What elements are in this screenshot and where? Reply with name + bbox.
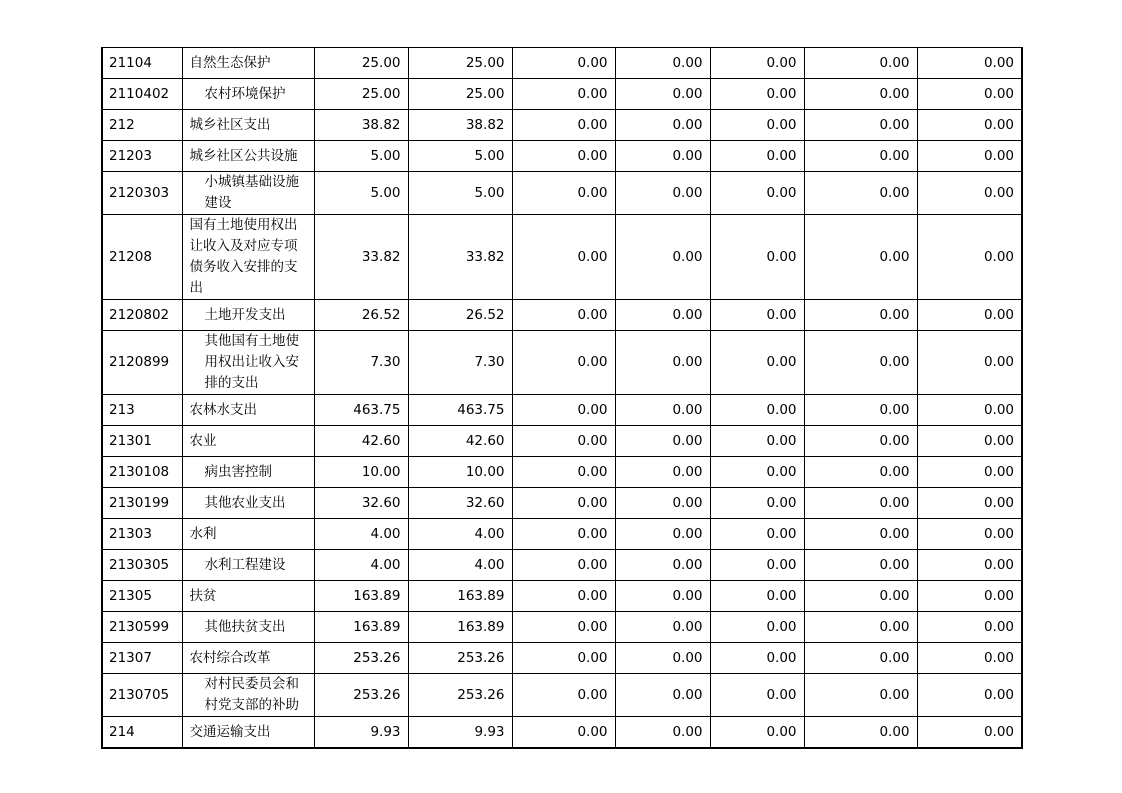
col7-value-cell: 0.00 — [917, 331, 1022, 395]
col3-value-cell: 0.00 — [512, 395, 615, 426]
general-budget-value-cell: 4.00 — [408, 550, 512, 581]
col3-value-cell: 0.00 — [512, 172, 615, 215]
subject-code-cell: 2110402 — [102, 79, 182, 110]
total-value-cell: 38.82 — [314, 110, 408, 141]
general-budget-value-cell: 42.60 — [408, 426, 512, 457]
col3-value-cell: 0.00 — [512, 457, 615, 488]
general-budget-value-cell: 5.00 — [408, 172, 512, 215]
subject-name-cell: 其他农业支出 — [182, 488, 314, 519]
col6-value-cell: 0.00 — [804, 331, 917, 395]
total-value-cell: 463.75 — [314, 395, 408, 426]
col7-value-cell: 0.00 — [917, 300, 1022, 331]
col7-value-cell: 0.00 — [917, 581, 1022, 612]
total-value-cell: 253.26 — [314, 674, 408, 717]
col6-value-cell: 0.00 — [804, 141, 917, 172]
col3-value-cell: 0.00 — [512, 550, 615, 581]
subject-code-cell: 214 — [102, 717, 182, 749]
col6-value-cell: 0.00 — [804, 110, 917, 141]
col5-value-cell: 0.00 — [710, 674, 804, 717]
col7-value-cell: 0.00 — [917, 215, 1022, 300]
table-row — [102, 581, 1022, 612]
col6-value-cell: 0.00 — [804, 426, 917, 457]
table-row — [102, 172, 1022, 215]
subject-code-cell: 212 — [102, 110, 182, 141]
col3-value-cell: 0.00 — [512, 215, 615, 300]
col3-value-cell: 0.00 — [512, 717, 615, 749]
subject-code-cell: 213 — [102, 395, 182, 426]
col6-value-cell: 0.00 — [804, 717, 917, 749]
col6-value-cell: 0.00 — [804, 581, 917, 612]
subject-code-cell: 2120899 — [102, 331, 182, 395]
col4-value-cell: 0.00 — [615, 457, 710, 488]
col3-value-cell: 0.00 — [512, 488, 615, 519]
col7-value-cell: 0.00 — [917, 110, 1022, 141]
general-budget-value-cell: 463.75 — [408, 395, 512, 426]
col5-value-cell: 0.00 — [710, 300, 804, 331]
col7-value-cell: 0.00 — [917, 717, 1022, 749]
col4-value-cell: 0.00 — [615, 215, 710, 300]
general-budget-value-cell: 253.26 — [408, 643, 512, 674]
col4-value-cell: 0.00 — [615, 488, 710, 519]
table-row — [102, 674, 1022, 717]
general-budget-value-cell: 25.00 — [408, 79, 512, 110]
col4-value-cell: 0.00 — [615, 331, 710, 395]
col5-value-cell: 0.00 — [710, 581, 804, 612]
subject-name-cell: 其他扶贫支出 — [182, 612, 314, 643]
col4-value-cell: 0.00 — [615, 110, 710, 141]
col3-value-cell: 0.00 — [512, 674, 615, 717]
col3-value-cell: 0.00 — [512, 612, 615, 643]
col4-value-cell: 0.00 — [615, 141, 710, 172]
total-value-cell: 4.00 — [314, 550, 408, 581]
total-value-cell: 26.52 — [314, 300, 408, 331]
subject-name-cell: 小城镇基础设施建设 — [182, 172, 314, 215]
col4-value-cell: 0.00 — [615, 426, 710, 457]
col4-value-cell: 0.00 — [615, 612, 710, 643]
total-value-cell: 5.00 — [314, 141, 408, 172]
table-row — [102, 643, 1022, 674]
general-budget-value-cell: 9.93 — [408, 717, 512, 749]
total-value-cell: 32.60 — [314, 488, 408, 519]
col6-value-cell: 0.00 — [804, 79, 917, 110]
col6-value-cell: 0.00 — [804, 674, 917, 717]
subject-code-cell: 21208 — [102, 215, 182, 300]
subject-name-cell: 对村民委员会和村党支部的补助 — [182, 674, 314, 717]
col4-value-cell: 0.00 — [615, 48, 710, 79]
col5-value-cell: 0.00 — [710, 612, 804, 643]
col6-value-cell: 0.00 — [804, 457, 917, 488]
general-budget-value-cell: 7.30 — [408, 331, 512, 395]
general-budget-value-cell: 10.00 — [408, 457, 512, 488]
subject-name-cell: 国有土地使用权出让收入及对应专项债务收入安排的支出 — [182, 215, 314, 300]
col5-value-cell: 0.00 — [710, 48, 804, 79]
col4-value-cell: 0.00 — [615, 550, 710, 581]
total-value-cell: 5.00 — [314, 172, 408, 215]
col7-value-cell: 0.00 — [917, 550, 1022, 581]
col5-value-cell: 0.00 — [710, 519, 804, 550]
total-value-cell: 4.00 — [314, 519, 408, 550]
col6-value-cell: 0.00 — [804, 172, 917, 215]
col5-value-cell: 0.00 — [710, 426, 804, 457]
subject-code-cell: 21104 — [102, 48, 182, 79]
general-budget-value-cell: 25.00 — [408, 48, 512, 79]
col6-value-cell: 0.00 — [804, 550, 917, 581]
col4-value-cell: 0.00 — [615, 395, 710, 426]
col5-value-cell: 0.00 — [710, 141, 804, 172]
col5-value-cell: 0.00 — [710, 717, 804, 749]
subject-name-cell: 交通运输支出 — [182, 717, 314, 749]
col3-value-cell: 0.00 — [512, 48, 615, 79]
col7-value-cell: 0.00 — [917, 395, 1022, 426]
col6-value-cell: 0.00 — [804, 519, 917, 550]
budget-expenditure-table — [101, 47, 1023, 749]
col7-value-cell: 0.00 — [917, 426, 1022, 457]
total-value-cell: 25.00 — [314, 48, 408, 79]
subject-code-cell: 2130199 — [102, 488, 182, 519]
total-value-cell: 42.60 — [314, 426, 408, 457]
general-budget-value-cell: 32.60 — [408, 488, 512, 519]
subject-name-cell: 自然生态保护 — [182, 48, 314, 79]
col6-value-cell: 0.00 — [804, 395, 917, 426]
col5-value-cell: 0.00 — [710, 643, 804, 674]
table-row — [102, 215, 1022, 300]
table-row — [102, 141, 1022, 172]
col3-value-cell: 0.00 — [512, 331, 615, 395]
col5-value-cell: 0.00 — [710, 550, 804, 581]
subject-code-cell: 21301 — [102, 426, 182, 457]
table-row — [102, 110, 1022, 141]
total-value-cell: 10.00 — [314, 457, 408, 488]
table-body — [102, 48, 1022, 749]
total-value-cell: 253.26 — [314, 643, 408, 674]
table-row — [102, 426, 1022, 457]
subject-name-cell: 农村综合改革 — [182, 643, 314, 674]
col3-value-cell: 0.00 — [512, 643, 615, 674]
table-row — [102, 488, 1022, 519]
col5-value-cell: 0.00 — [710, 488, 804, 519]
table-row — [102, 717, 1022, 749]
col6-value-cell: 0.00 — [804, 612, 917, 643]
subject-name-cell: 水利 — [182, 519, 314, 550]
subject-code-cell: 2120303 — [102, 172, 182, 215]
general-budget-value-cell: 4.00 — [408, 519, 512, 550]
total-value-cell: 9.93 — [314, 717, 408, 749]
subject-code-cell: 21307 — [102, 643, 182, 674]
subject-name-cell: 病虫害控制 — [182, 457, 314, 488]
col6-value-cell: 0.00 — [804, 215, 917, 300]
col4-value-cell: 0.00 — [615, 717, 710, 749]
subject-name-cell: 农业 — [182, 426, 314, 457]
col4-value-cell: 0.00 — [615, 519, 710, 550]
subject-code-cell: 21305 — [102, 581, 182, 612]
table-row — [102, 48, 1022, 79]
col6-value-cell: 0.00 — [804, 48, 917, 79]
general-budget-value-cell: 33.82 — [408, 215, 512, 300]
subject-name-cell: 水利工程建设 — [182, 550, 314, 581]
general-budget-value-cell: 163.89 — [408, 612, 512, 643]
general-budget-value-cell: 26.52 — [408, 300, 512, 331]
table-row — [102, 395, 1022, 426]
col3-value-cell: 0.00 — [512, 581, 615, 612]
table-row — [102, 550, 1022, 581]
col5-value-cell: 0.00 — [710, 215, 804, 300]
budget-expenditure-sheet — [101, 47, 1021, 749]
col6-value-cell: 0.00 — [804, 643, 917, 674]
col7-value-cell: 0.00 — [917, 48, 1022, 79]
col5-value-cell: 0.00 — [710, 331, 804, 395]
col5-value-cell: 0.00 — [710, 79, 804, 110]
subject-code-cell: 2130599 — [102, 612, 182, 643]
col7-value-cell: 0.00 — [917, 172, 1022, 215]
subject-name-cell: 其他国有土地使用权出让收入安排的支出 — [182, 331, 314, 395]
table-row — [102, 612, 1022, 643]
subject-code-cell: 2130705 — [102, 674, 182, 717]
col7-value-cell: 0.00 — [917, 488, 1022, 519]
total-value-cell: 163.89 — [314, 581, 408, 612]
subject-code-cell: 21303 — [102, 519, 182, 550]
col3-value-cell: 0.00 — [512, 79, 615, 110]
col3-value-cell: 0.00 — [512, 519, 615, 550]
col4-value-cell: 0.00 — [615, 581, 710, 612]
col4-value-cell: 0.00 — [615, 79, 710, 110]
col7-value-cell: 0.00 — [917, 457, 1022, 488]
subject-name-cell: 城乡社区公共设施 — [182, 141, 314, 172]
col3-value-cell: 0.00 — [512, 141, 615, 172]
col5-value-cell: 0.00 — [710, 110, 804, 141]
subject-code-cell: 2130108 — [102, 457, 182, 488]
subject-name-cell: 农林水支出 — [182, 395, 314, 426]
col7-value-cell: 0.00 — [917, 79, 1022, 110]
col4-value-cell: 0.00 — [615, 643, 710, 674]
table-row — [102, 331, 1022, 395]
col6-value-cell: 0.00 — [804, 488, 917, 519]
general-budget-value-cell: 38.82 — [408, 110, 512, 141]
subject-code-cell: 21203 — [102, 141, 182, 172]
total-value-cell: 33.82 — [314, 215, 408, 300]
col3-value-cell: 0.00 — [512, 110, 615, 141]
subject-name-cell: 农村环境保护 — [182, 79, 314, 110]
subject-name-cell: 扶贫 — [182, 581, 314, 612]
col4-value-cell: 0.00 — [615, 172, 710, 215]
col3-value-cell: 0.00 — [512, 426, 615, 457]
col3-value-cell: 0.00 — [512, 300, 615, 331]
col5-value-cell: 0.00 — [710, 395, 804, 426]
col7-value-cell: 0.00 — [917, 643, 1022, 674]
table-row — [102, 519, 1022, 550]
col5-value-cell: 0.00 — [710, 172, 804, 215]
col6-value-cell: 0.00 — [804, 300, 917, 331]
col7-value-cell: 0.00 — [917, 674, 1022, 717]
col7-value-cell: 0.00 — [917, 519, 1022, 550]
total-value-cell: 7.30 — [314, 331, 408, 395]
col5-value-cell: 0.00 — [710, 457, 804, 488]
col7-value-cell: 0.00 — [917, 141, 1022, 172]
subject-code-cell: 2120802 — [102, 300, 182, 331]
total-value-cell: 163.89 — [314, 612, 408, 643]
col4-value-cell: 0.00 — [615, 300, 710, 331]
general-budget-value-cell: 163.89 — [408, 581, 512, 612]
total-value-cell: 25.00 — [314, 79, 408, 110]
general-budget-value-cell: 253.26 — [408, 674, 512, 717]
table-row — [102, 457, 1022, 488]
subject-name-cell: 土地开发支出 — [182, 300, 314, 331]
col7-value-cell: 0.00 — [917, 612, 1022, 643]
general-budget-value-cell: 5.00 — [408, 141, 512, 172]
subject-name-cell: 城乡社区支出 — [182, 110, 314, 141]
col4-value-cell: 0.00 — [615, 674, 710, 717]
subject-code-cell: 2130305 — [102, 550, 182, 581]
table-row — [102, 79, 1022, 110]
table-row — [102, 300, 1022, 331]
